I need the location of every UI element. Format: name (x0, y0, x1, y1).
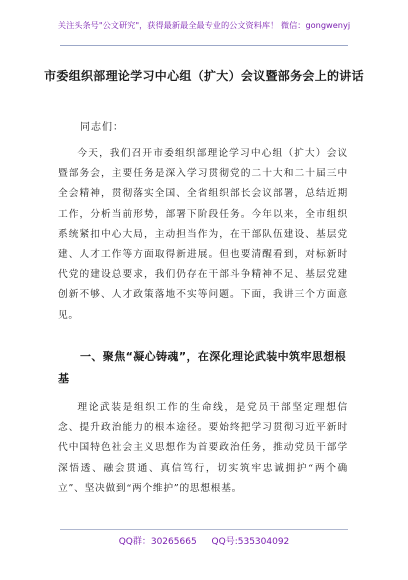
paragraph-text: 今天，我们召开市委组织部理论学习中心组（扩大）会议暨部务会，主要任务是深入学习贯彻党的二十大和二十届三中全会精神，贯彻落实全国、全省组织部长会议部署，总结近期工作，分析当前形势，部署下阶段任务。今年以来，全市组织系统紧扣中心大局，主动担当作为，在干部队伍建设、基层党建、人才工作等方面取得新进展。但也要清醒看到，对标新时代党的建设总要求，我们仍存在干部斗争精神不足、基层党建创新不够、人才政策落地不实等问题。下面，我讲三个方面意见。 (58, 148, 348, 321)
greeting: 同志们： (80, 122, 124, 133)
section-heading: 一、聚焦“凝心铸魂”，在深化理论武装中筑牢思想根基 (58, 350, 347, 385)
footer (0, 534, 408, 547)
footer-divider (60, 529, 348, 530)
paragraph-text: 理论武装是组织工作的生命线，是党员干部坚定理想信念、提升政治能力的根本途径。要始终把学习贯彻习近平新时代中国特色社会主义思想作为首要政治任务，推动党员干部学深悟透、融会贯通、真信笃行，切实筑牢忠诚拥护“两个确立”、坚决做到“两个维护”的思想根基。 (58, 402, 348, 494)
paragraph-section-1 (58, 398, 348, 499)
paragraph-intro (58, 144, 348, 326)
header-divider (60, 45, 348, 46)
footer-qq-group: QQ群：30265665 (118, 537, 197, 547)
footer-qq-number: QQ号:535304092 (211, 537, 290, 547)
header-banner: 关注头条号"公文研究"，获得最新最全最专业的公文资料库！ 微信：gongwenyj (57, 20, 351, 30)
document-title: 市委组织部理论学习中心组（扩大）会议暨部务会上的讲话 (44, 69, 364, 83)
